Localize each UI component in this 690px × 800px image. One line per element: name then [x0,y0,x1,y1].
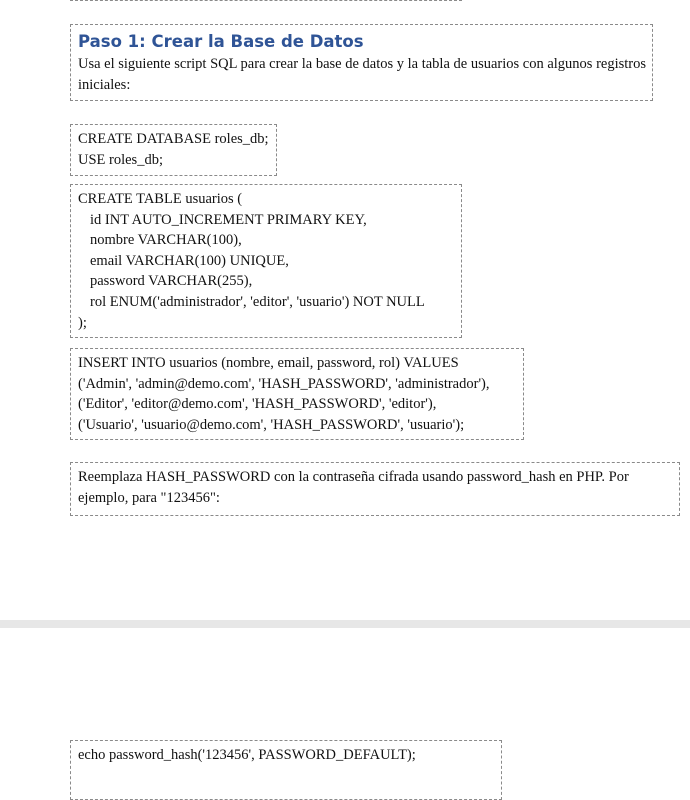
code-create-table [70,184,462,338]
code-line: password VARCHAR(255), [90,273,253,290]
code-line: ('Usuario', 'usuario@demo.com', 'HASH_PASSWORD', 'usuario'); [78,416,465,433]
hash-note: Reemplaza HASH_PASSWORD con la contraseña cifrada usando password_hash en PHP. Por ejemplo, para "123456": [70,462,680,516]
code-line: CREATE DATABASE roles_db; [78,131,269,147]
code-line: ); [78,314,87,331]
code-line: nombre VARCHAR(100), [90,232,242,249]
code-line: ('Admin', 'admin@demo.com', 'HASH_PASSWORD', 'administrador'), [78,375,490,392]
code-line: USE roles_db; [78,151,163,168]
code-line: INSERT INTO usuarios (nombre, email, password, rol) VALUES [78,355,459,371]
step-section [70,24,653,101]
code-create-database [70,124,277,176]
code-insert-rows [70,348,524,440]
document-page-2 [0,628,690,782]
code-line: ('Editor', 'editor@demo.com', 'HASH_PASSWORD', 'editor'), [78,396,437,413]
code-line: echo password_hash('123456', PASSWORD_DEFAULT); [78,747,416,763]
section-heading: Paso 1: Crear la Base de Datos [78,32,364,51]
page-break [0,620,690,628]
code-line: email VARCHAR(100) UNIQUE, [90,252,289,269]
code-line: id INT AUTO_INCREMENT PRIMARY KEY, [90,211,367,228]
top-divider [70,0,462,1]
intro-paragraph: Usa el siguiente script SQL para crear la base de datos y la tabla de usuarios con algunos registros iniciales: [78,56,647,93]
code-line: CREATE TABLE usuarios ( [78,191,243,207]
code-password-hash [70,740,502,800]
code-line: rol ENUM('administrador', 'editor', 'usuario') NOT NULL [90,293,425,310]
